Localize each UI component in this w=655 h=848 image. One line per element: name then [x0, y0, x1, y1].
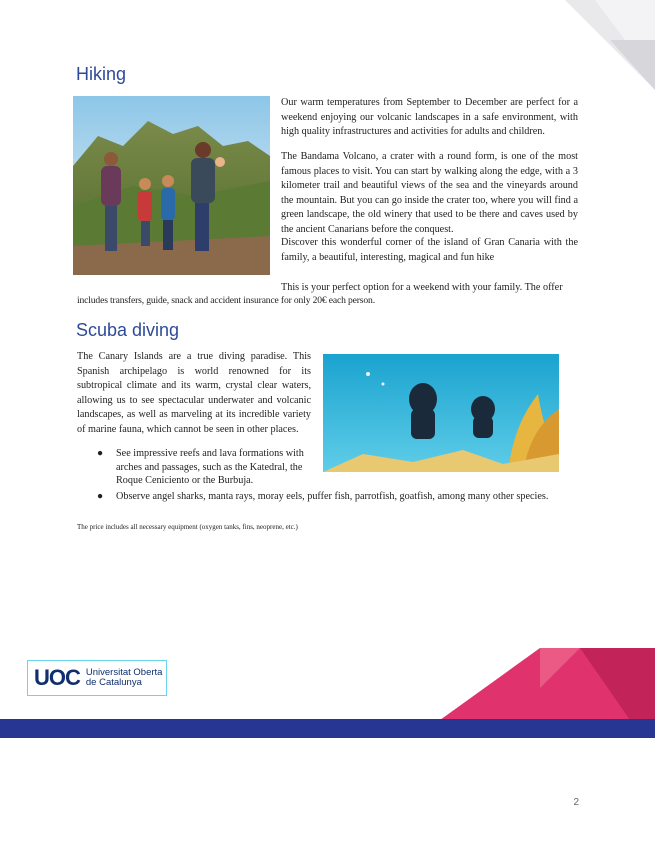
- scuba-bullet-list-2: [77, 490, 597, 504]
- hiking-offer-line-1: This is your perfect option for a weekend with your family. The offer: [281, 282, 563, 293]
- hiking-heading: Hiking: [76, 64, 127, 84]
- bullet-text: See impressive reefs and lava formations with arches and passages, such as the Katedral, the Roque Ceniciento or the Burbuja.: [116, 448, 304, 487]
- logo-line-1: Universitat Oberta: [85, 667, 163, 678]
- scuba-heading: Scuba diving: [76, 320, 180, 340]
- corner-decoration: [565, 0, 655, 90]
- list-item: ● See impressive reefs and lava formations with arches and passages, such as the Katedral, the Roque Ceniciento or the Burbuja.: [97, 448, 304, 487]
- uoc-logo: [27, 660, 167, 696]
- list-item: ● Observe angel sharks, manta rays, moray eels, puffer fish, parrotfish, goatfish, among many other species.: [97, 491, 549, 502]
- footer-decoration: [440, 648, 655, 720]
- logo-mark: UOC: [34, 665, 80, 690]
- page-number: 2: [573, 797, 579, 808]
- footer-band: [0, 719, 655, 738]
- hiking-paragraph-2: The Bandama Volcano, a crater with a round form, is one of the most famous places to visit. You can start by walking along the edge, with a 3 kilometer trail and beautiful views of the sea and the vineyards around the mountain. But you can go inside the crater too, where you will find a green landscape, the old winery that used to be there and caves used by the ancient Canarians before the conquest.: [281, 151, 578, 235]
- scuba-photo: [323, 354, 559, 472]
- price-note: The price includes all necessary equipment (oxygen tanks, fins, neoprene, etc.): [77, 523, 298, 531]
- logo-line-2: de Catalunya: [85, 677, 142, 688]
- logo-text: [86, 668, 163, 688]
- scuba-paragraph: The Canary Islands are a true diving paradise. This Spanish archipelago is world renowned for its subtropical climate and its warm, crystal clear waters, allowing us to see spectacular underwater and volcanic landscapes, as well as marveling at its incredible variety of marine fauna, which cannot be seen in other places.: [77, 351, 311, 435]
- bullet-text: Observe angel sharks, manta rays, moray eels, puffer fish, parrotfish, goatfish, among many other species.: [116, 491, 549, 502]
- scuba-bullet-list: [77, 447, 313, 488]
- hiking-photo: [73, 96, 270, 275]
- hiking-paragraph-1: Our warm temperatures from September to December are perfect for a weekend enjoying our volcanic landscapes in a safe environment, with high quality infrastructures and activities for adults and children.: [281, 97, 578, 138]
- hiking-paragraph-3: Discover this wonderful corner of the island of Gran Canaria with the family, a beautiful, interesting, magical and fun hike: [281, 237, 578, 263]
- hiking-offer-line-2: includes transfers, guide, snack and accident insurance for only 20€ each person.: [77, 295, 375, 306]
